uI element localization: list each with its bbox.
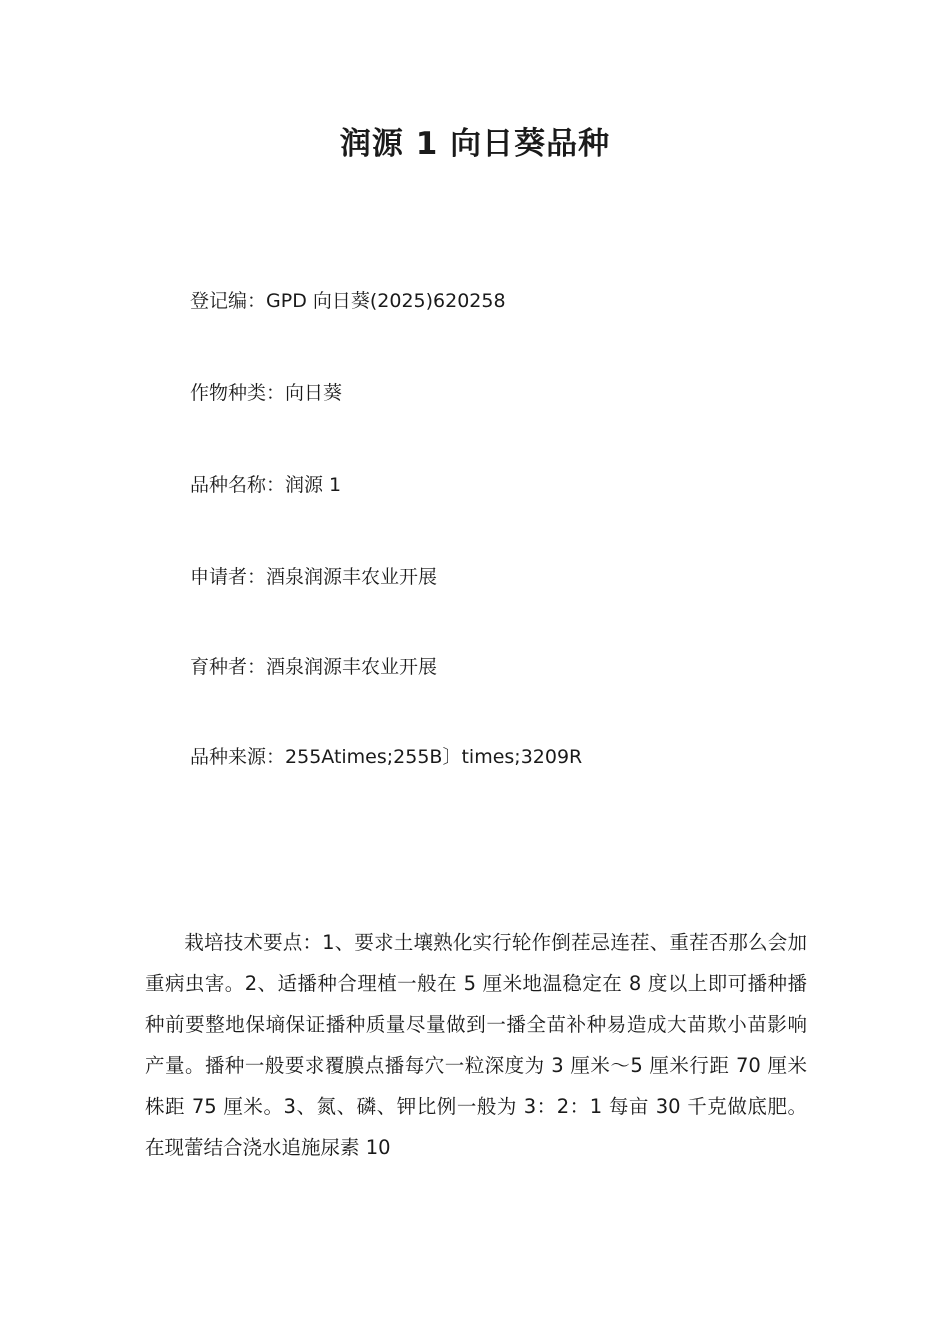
variety-name-value: 润源 1 <box>285 474 342 496</box>
breeder-value: 酒泉润源丰农业开展 <box>266 656 438 678</box>
crop-type-label: 作物种类： <box>190 382 286 404</box>
breeder-field <box>190 654 437 680</box>
applicant-label: 申请者： <box>190 566 267 588</box>
page-title: 润源 1 向日葵品种 <box>339 126 611 162</box>
variety-source-value: 255Atimes;255B〕times;3209R <box>285 746 583 768</box>
registration-number-field <box>190 288 506 314</box>
variety-source-label: 品种来源： <box>190 746 286 768</box>
variety-name-field <box>190 472 341 498</box>
cultivation-paragraph: 栽培技术要点：1、要求土壤熟化实行轮作倒茬忌连茬、重茬否那么会加重病虫害。2、适播种合理植一般在 5 厘米地温稳定在 8 度以上即可播种播种前要整地保墒保证播种质量尽量做到一播全苗补种易造成大苗欺小苗影响产量。播种一般要求覆膜点播每穴一粒深度为 3 厘米～5 厘米行距 70 厘米株距 75 厘米。3、氮、磷、钾比例一般为 3：2：1 每亩 30 千克做底肥。在现蕾结合浇水追施尿素 10 <box>145 931 807 1159</box>
crop-type-field <box>190 380 342 406</box>
breeder-label: 育种者： <box>190 656 267 678</box>
applicant-field <box>190 564 437 590</box>
applicant-value: 酒泉润源丰农业开展 <box>266 566 438 588</box>
registration-number-value: GPD 向日葵(2025)620258 <box>266 290 506 312</box>
variety-source-field <box>190 744 582 770</box>
registration-number-label: 登记编： <box>190 290 267 312</box>
variety-name-label: 品种名称： <box>190 474 286 496</box>
crop-type-value: 向日葵 <box>285 382 343 404</box>
